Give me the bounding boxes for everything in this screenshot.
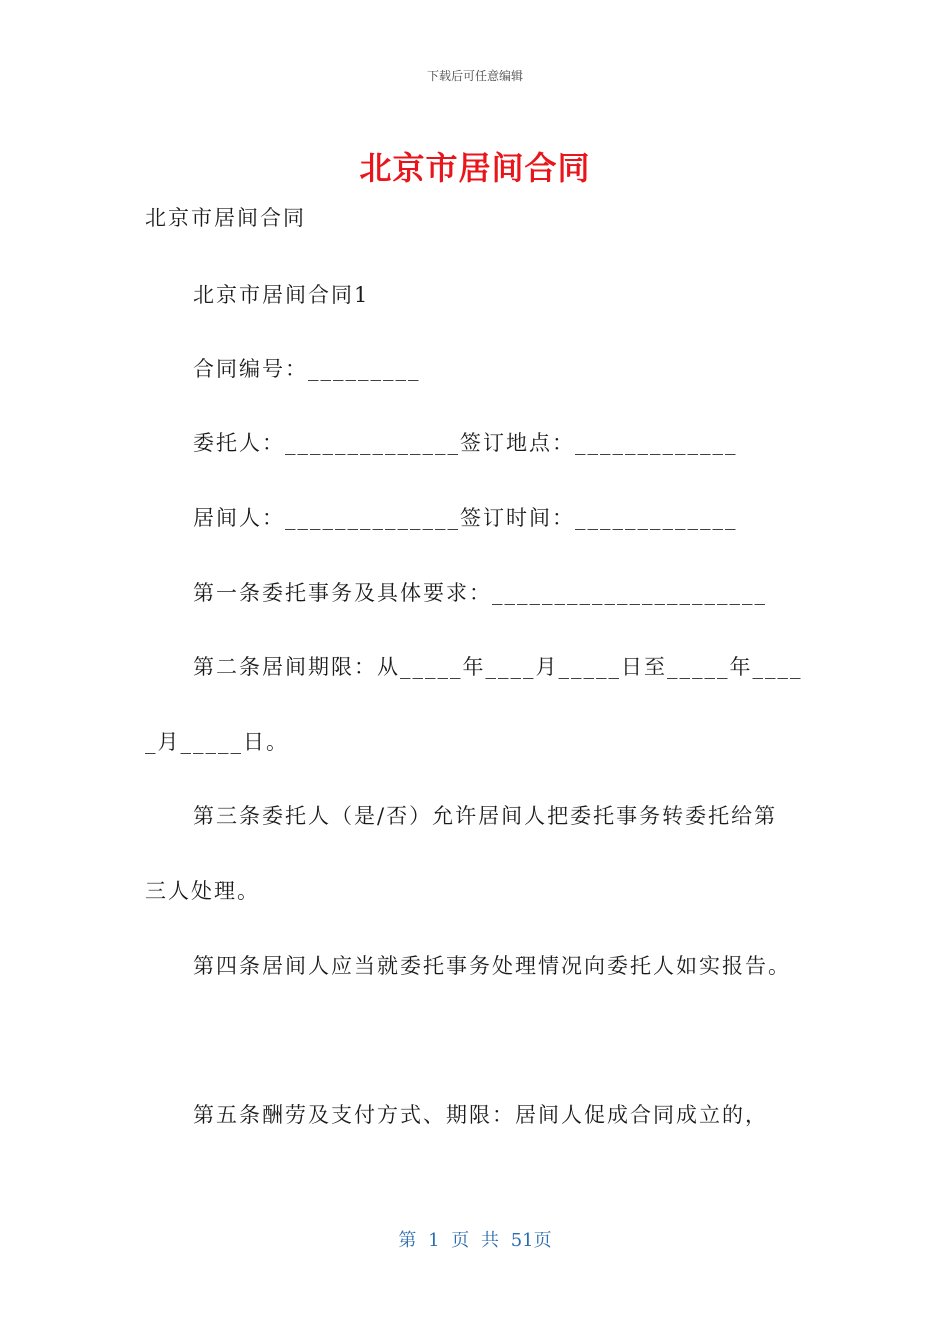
body-line-article-2-cont: _月_____日。 (145, 730, 289, 754)
document-title: 北京市居间合同 (359, 149, 591, 187)
header-note: 下载后可任意编辑 (426, 69, 523, 83)
body-line-contract-number: 合同编号：_________ (193, 357, 421, 381)
body-line-article-2: 第二条居间期限：从_____年____月_____日至_____年____ (193, 655, 803, 679)
body-line-subtitle: 北京市居间合同 (145, 206, 306, 230)
body-line-contract-heading: 北京市居间合同1 (193, 283, 370, 307)
body-line-article-3: 第三条委托人（是/否）允许居间人把委托事务转委托给第 (193, 804, 778, 828)
body-line-article-3-cont: 三人处理。 (145, 879, 260, 903)
page-footer: 第 1 页 共 51页 (398, 1230, 552, 1251)
body-line-article-5: 第五条酬劳及支付方式、期限：居间人促成合同成立的， (193, 1103, 768, 1127)
body-line-article-4: 第四条居间人应当就委托事务处理情况向委托人如实报告。 (193, 954, 791, 978)
body-line-client-place: 委托人：______________签订地点：_____________ (193, 431, 738, 455)
body-line-broker-time: 居间人：______________签订时间：_____________ (193, 506, 738, 530)
body-line-article-1: 第一条委托事务及具体要求：______________________ (193, 581, 767, 605)
